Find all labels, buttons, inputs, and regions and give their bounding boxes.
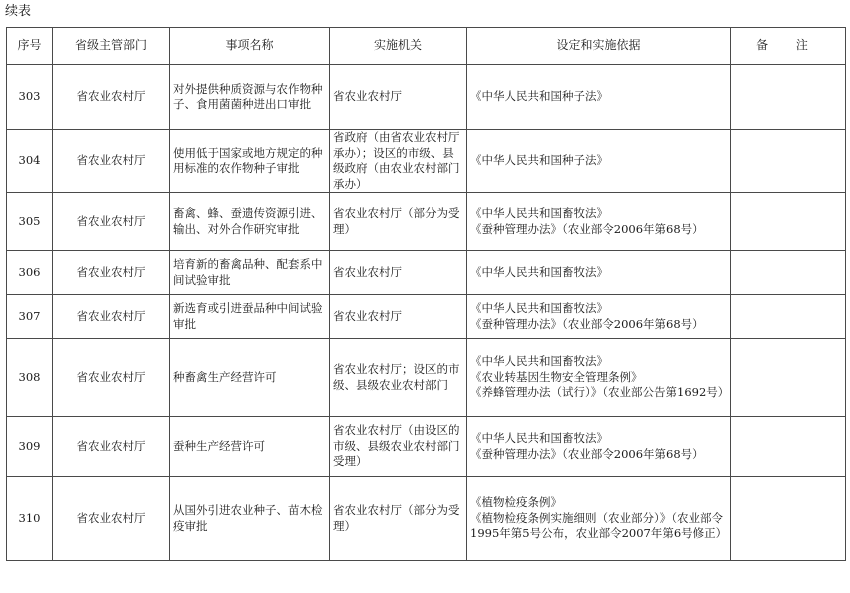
legal-basis-entry: 《中华人民共和国畜牧法》 [470,264,608,279]
legal-basis-entry: 《中华人民共和国畜牧法》 [470,206,608,220]
cell-department: 省农业农村厅 [53,65,170,130]
legal-basis-entry: 《植物检疫条例实施细则（农业部分）》（农业部令1995年第5号公布，农业部令2007年第6号修正） [470,510,728,541]
approval-items-table [6,27,846,561]
cell-item-name: 畜禽、蜂、蚕遗传资源引进、输出、对外合作研究审批 [170,193,330,251]
table-row [7,477,846,561]
table-row [7,417,846,477]
cell-implementing-agency: 省农业农村厅；设区的市级、县级农业农村部门 [330,339,467,417]
cell-item-name: 使用低于国家或地方规定的种用标准的农作物种子审批 [170,130,330,193]
legal-basis-entry: 《蚕种管理办法》（农业部令2006年第68号） [470,446,704,461]
legal-basis-entry: 《植物检疫条例》 [470,495,562,510]
cell-serial-no: 304 [7,130,53,193]
legal-basis-entry: 《蚕种管理办法》（农业部令2006年第68号） [470,316,704,331]
legal-basis-entry: 《中华人民共和国种子法》 [470,89,608,104]
cell-implementing-agency: 省农业农村厅 [330,65,467,130]
cell-implementing-agency: 省农业农村厅（部分为受理） [330,193,467,251]
header-implementing-agency: 实施机关 [330,28,467,65]
cell-remarks [731,339,846,417]
cell-item-name: 对外提供种质资源与农作物种子、食用菌菌种进出口审批 [170,65,330,130]
table-row [7,251,846,295]
cell-item-name: 从国外引进农业种子、苗木检疫审批 [170,477,330,561]
cell-serial-no: 310 [7,477,53,561]
cell-serial-no: 306 [7,251,53,295]
cell-remarks [731,477,846,561]
cell-department: 省农业农村厅 [53,193,170,251]
cell-item-name: 种畜禽生产经营许可 [170,339,330,417]
header-legal-basis: 设定和实施依据 [467,28,731,65]
cell-remarks [731,295,846,339]
cell-item-name: 蚕种生产经营许可 [170,417,330,477]
cell-remarks [731,417,846,477]
cell-serial-no: 308 [7,339,53,417]
cell-legal-basis [467,193,731,251]
cell-department: 省农业农村厅 [53,339,170,417]
cell-department: 省农业农村厅 [53,130,170,193]
cell-department: 省农业农村厅 [53,477,170,561]
legal-basis-entry: 《中华人民共和国种子法》 [470,153,608,168]
header-item-name: 事项名称 [170,28,330,65]
cell-department: 省农业农村厅 [53,251,170,295]
cell-serial-no: 305 [7,193,53,251]
cell-implementing-agency: 省农业农村厅 [330,295,467,339]
cell-legal-basis [467,65,731,130]
legal-basis-entry: 《中华人民共和国畜牧法》 [470,354,608,369]
cell-implementing-agency: 省农业农村厅 [330,251,467,295]
table-row [7,193,846,251]
cell-remarks [731,251,846,295]
cell-remarks [731,193,846,251]
cell-remarks [731,65,846,130]
legal-basis-entry: 《农业转基因生物安全管理条例》 [470,369,643,384]
legal-basis-entry: 《中华人民共和国畜牧法》 [470,301,608,315]
cell-serial-no: 309 [7,417,53,477]
cell-legal-basis [467,477,731,561]
cell-serial-no: 303 [7,65,53,130]
cell-implementing-agency: 省农业农村厅（部分为受理） [330,477,467,561]
cell-department: 省农业农村厅 [53,295,170,339]
header-department: 省级主管部门 [53,28,170,65]
cell-legal-basis [467,295,731,339]
legal-basis-entry: 《蚕种管理办法》（农业部令2006年第68号） [470,221,704,236]
cell-item-name: 新选育或引进蚕品种中间试验审批 [170,295,330,339]
cell-legal-basis [467,251,731,295]
cell-department: 省农业农村厅 [53,417,170,477]
table-header-row [7,28,846,65]
cell-serial-no: 307 [7,295,53,339]
cell-legal-basis [467,339,731,417]
legal-basis-entry: 《养蜂管理办法（试行）》（农业部公告第1692号） [470,385,730,400]
cell-implementing-agency: 省农业农村厅（由设区的市级、县级农业农村部门受理） [330,417,467,477]
table-row [7,339,846,417]
cell-legal-basis [467,130,731,193]
cell-remarks [731,130,846,193]
table-caption: 续表 [5,4,32,19]
header-remarks: 备 注 [731,28,846,65]
table-row [7,130,846,193]
legal-basis-entry: 《中华人民共和国畜牧法》 [470,431,608,445]
table-row [7,65,846,130]
cell-item-name: 培育新的畜禽品种、配套系中间试验审批 [170,251,330,295]
cell-legal-basis [467,417,731,477]
table-row [7,295,846,339]
cell-implementing-agency: 省政府（由省农业农村厅承办）；设区的市级、县级政府（由农业农村部门承办） [330,130,467,193]
header-serial-no: 序号 [7,28,53,65]
